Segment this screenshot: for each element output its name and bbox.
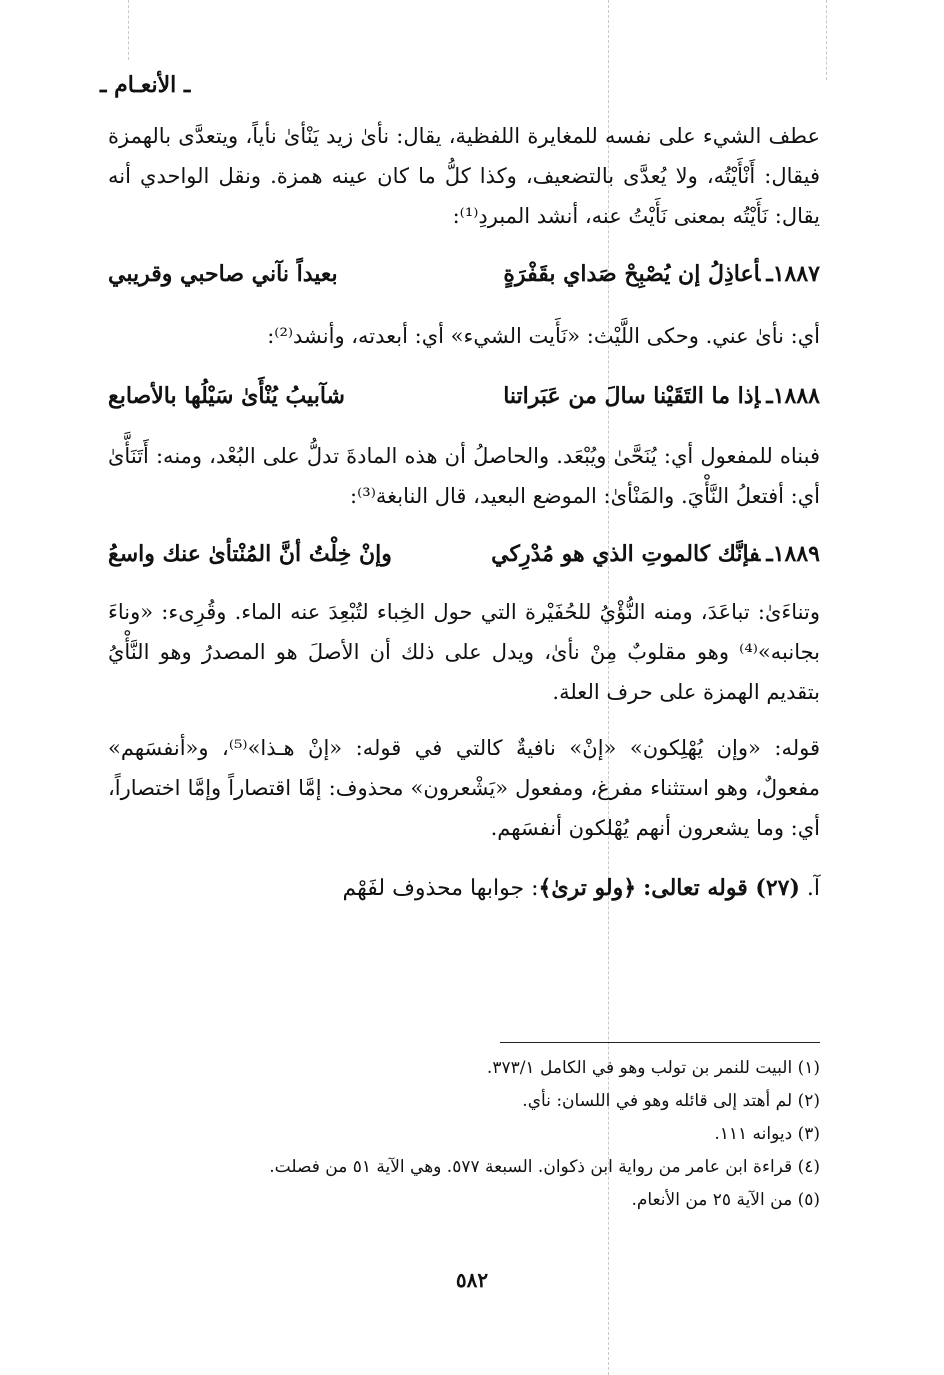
footnote-separator	[500, 1042, 820, 1043]
paragraph: أي: نأىٰ عني. وحكى اللَّيْث: «نَأَيت الشيء» أي: أبعدته، وأنشد⁽²⁾:	[267, 324, 820, 348]
scan-artifact-line	[826, 0, 827, 80]
footnote: (٥) من الآية ٢٥ من الأنعام.	[631, 1190, 820, 1210]
ayah-label: (٢٧) قوله تعالى:	[643, 875, 800, 901]
ayah-heading	[108, 868, 820, 909]
ayah-quote: ﴿ولو ترىٰ﴾	[538, 875, 637, 901]
footnotes	[108, 1052, 820, 1217]
ayah-commentary: : جوابها محذوف لفَهْم	[342, 876, 539, 901]
footnote: (١) البيت للنمر بن تولب وهو في الكامل ٣٧٣/١.	[486, 1058, 820, 1078]
verse-number: ١٨٨٩ـ	[766, 541, 820, 567]
verse-first-hemistich: أعاذِلُ إن يُصْبِحْ صَداي بقَفْرَةٍ	[503, 261, 761, 287]
paragraph: عطف الشيء على نفسه للمغايرة اللفظية، يقال: نأىٰ زيد يَنْأىٰ نأياً، ويتعدَّى بالهمزة فيقال: أَنْأَيْتُه، ولا يُعدَّى بالتضعيف، وكذا كلُّ ما كان عينه همزة. ونقل الواحدي أنه يقال: نَأَيْتُه بمعنى نَأَيْتُ عنه، أنشد المبردِ⁽¹⁾:	[108, 124, 820, 228]
verse-1887	[108, 254, 820, 294]
scan-artifact-line	[128, 0, 129, 60]
verse-second-hemistich: بعيداً نآني صاحبي وقريبي	[108, 261, 338, 287]
verse-first-hemistich: فإنَّك كالموتِ الذي هو مُدْرِكي	[491, 541, 761, 567]
paragraph: وتناءَىٰ: تباعَدَ، ومنه النُّؤْيُ للحُفَيْرة التي حول الخِباء لتُبْعِدَ عنه الماء. وقُرِىء: «وناءَ بجانبه»⁽⁴⁾ وهو مقلوبٌ مِنْ نأىٰ، ويدل على ذلك أن الأصلَ هو المصدرُ وهو النَّأْيُ بتقديم الهمزة على حرف العلة.	[108, 600, 820, 704]
footnote: (٢) لم أهتد إلى قائله وهو في اللسان: نأي.	[522, 1091, 820, 1111]
verse-second-hemistich: شآبيبُ يُنْأَىٰ سَيْلُها بالأصابع	[108, 383, 345, 409]
verse-number: ١٨٨٨ـ	[766, 383, 820, 409]
ayah-marker: آ.	[806, 876, 820, 901]
paragraph: فبناه للمفعول أي: يُنَحَّىٰ ويُبْعَد. والحاصلُ أن هذه المادةَ تدلُّ على البُعْد، ومنه: أَتَنَأَّىٰ أي: أفتعلُ النَّأْيَ. والمَنْأىٰ: الموضع البعيد، قال النابغة⁽³⁾:	[108, 444, 820, 508]
verse-second-hemistich: وإنْ خِلْتُ أنَّ المُنْتأىٰ عنك واسعُ	[108, 541, 392, 567]
verse-1888	[108, 376, 820, 416]
verse-first-hemistich: إذا ما التَقَيْنا سالَ من عَبَراتنا	[503, 383, 761, 409]
body-text	[108, 116, 820, 909]
verse-number: ١٨٨٧ـ	[766, 261, 820, 287]
footnote: (٤) قراءة ابن عامر من رواية ابن ذكوان. السبعة ٥٧٧. وهي الآية ٥١ من فصلت.	[269, 1157, 820, 1177]
footnote: (٣) ديوانه ١١١.	[714, 1124, 820, 1144]
paragraph: قوله: «وإن يُهْلِكون» «إنْ» نافيةٌ كالتي في قوله: «إنْ هـذا»⁽⁵⁾، و«أنفسَهم» مفعولٌ، وهو استثناء مفرغ، ومفعول «يَشْعرون» محذوف: إمَّا اقتصاراً وإمَّا اختصاراً، أي: وما يشعرون أنهم يُهْلكون أنفسَهم.	[108, 736, 820, 840]
verse-1889	[108, 534, 820, 574]
running-header: ـ الأنعـام ـ	[100, 72, 191, 98]
page-number: ٥٨٢	[455, 1268, 489, 1292]
